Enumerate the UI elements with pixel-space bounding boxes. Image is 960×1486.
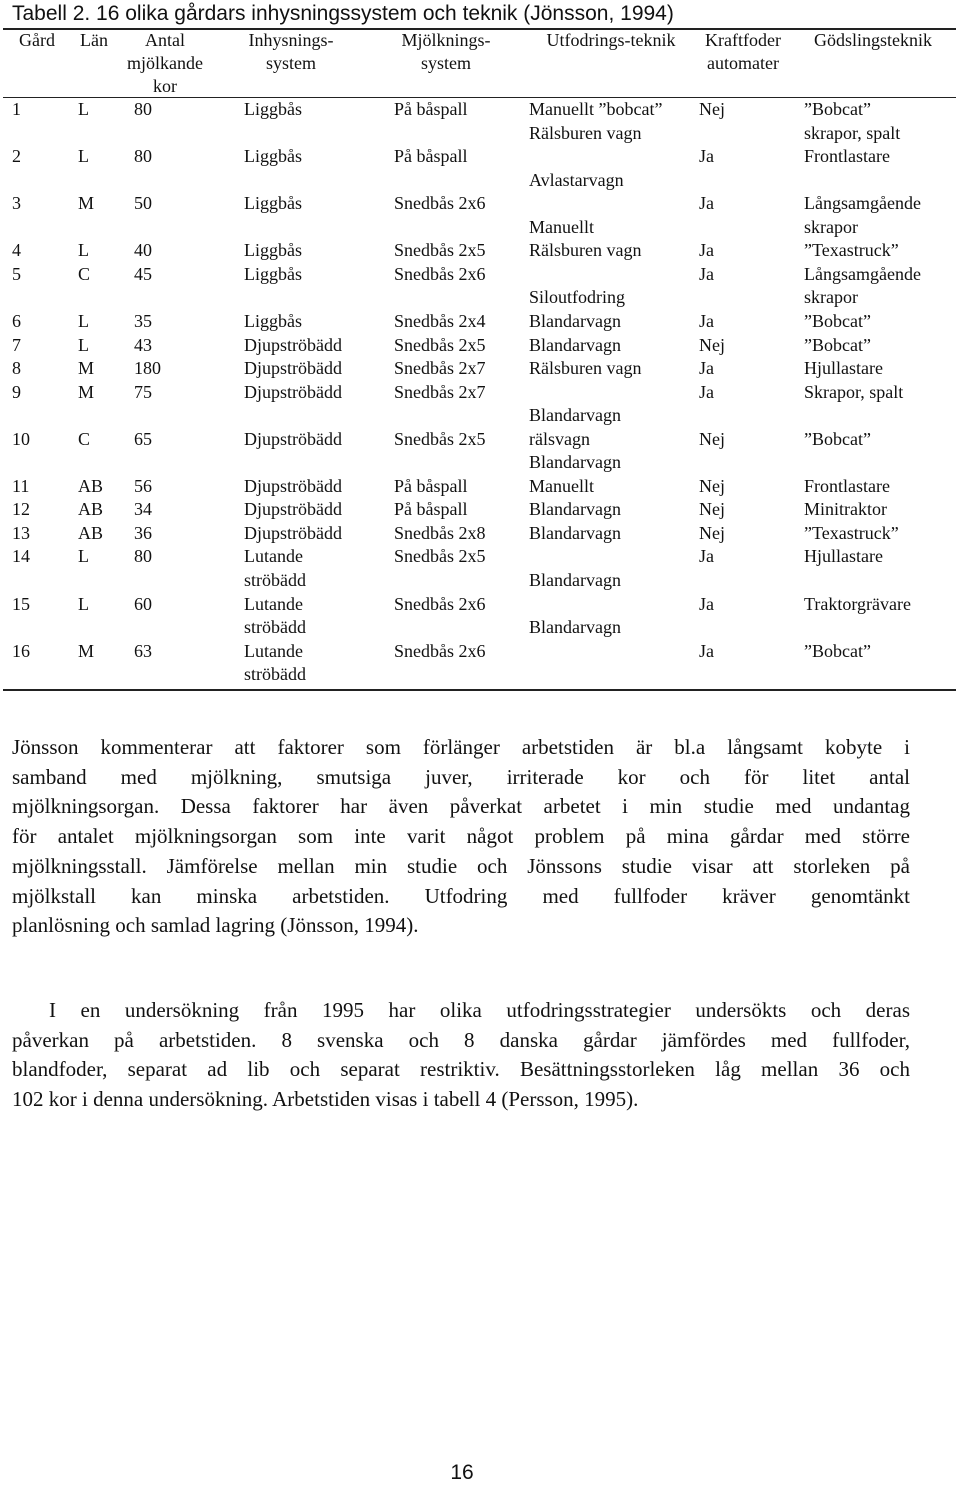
cell-gard: 1	[12, 99, 21, 119]
cell-godsling: ”Bobcat”	[804, 640, 871, 661]
cell-utfodring: Blandarvagn	[529, 617, 621, 638]
header-line: Utfodrings-teknik	[546, 30, 676, 50]
cell-utfodring: Blandarvagn	[529, 522, 621, 543]
cell-godsling: skrapor	[804, 287, 858, 308]
cell-inhysning: Lutande	[244, 640, 303, 661]
cell-lan: L	[78, 546, 89, 567]
cell-mjolkning: Snedbås 2x7	[394, 381, 486, 402]
cell-mjolkning: Snedbås 2x6	[394, 593, 486, 614]
page-number: 16	[450, 1461, 474, 1484]
cell-kraftfoder: Ja	[699, 263, 714, 284]
cell-utfodring: Rälsburen vagn	[529, 240, 642, 261]
cell-godsling: Traktorgrävare	[804, 593, 911, 614]
cell-inhysning: Liggbås	[244, 193, 302, 214]
cell-gard: 9	[12, 381, 21, 402]
cell-gard: 10	[12, 428, 30, 449]
cell-mjolkning: Snedbås 2x6	[394, 263, 486, 284]
paragraph-line: samband med mjölkning, smutsiga juver, irriterade kor och för litet antal	[12, 764, 910, 789]
header-line: kor	[153, 76, 177, 96]
cell-inhysning: Djupströbädd	[244, 522, 342, 543]
cell-kraftfoder: Nej	[699, 428, 725, 449]
header-line: automater	[707, 53, 779, 73]
table-bottom-rule	[3, 689, 956, 691]
cell-antal: 50	[134, 193, 152, 214]
cell-gard: 5	[12, 263, 21, 284]
cell-mjolkning: På båspall	[394, 146, 468, 167]
cell-kraftfoder: Ja	[699, 593, 714, 614]
cell-gard: 15	[12, 593, 30, 614]
cell-antal: 43	[134, 334, 152, 355]
cell-godsling: Minitraktor	[804, 499, 887, 520]
cell-gard: 11	[12, 475, 30, 496]
header-line: mjölkande	[127, 53, 203, 73]
cell-kraftfoder: Ja	[699, 146, 714, 167]
cell-mjolkning: Snedbås 2x8	[394, 522, 486, 543]
cell-inhysning: Djupströbädd	[244, 428, 342, 449]
cell-kraftfoder: Nej	[699, 99, 725, 119]
paragraph-line: 102 kor i denna undersökning. Arbetstiden visas i tabell 4 (Persson, 1995).	[12, 1087, 639, 1112]
cell-kraftfoder: Ja	[699, 546, 714, 567]
cell-gard: 3	[12, 193, 21, 214]
cell-antal: 75	[134, 381, 152, 402]
cell-lan: C	[78, 428, 91, 449]
cell-utfodring: Manuellt	[529, 475, 594, 496]
header-line: Kraftfoder	[705, 30, 781, 50]
paragraph-line: Jönsson kommenterar att faktorer som förlänger arbetstiden är bl.a långsamt kobyte i	[12, 735, 910, 759]
cell-utfodring: Blandarvagn	[529, 499, 621, 520]
cell-lan: M	[78, 640, 95, 661]
cell-kraftfoder: Nej	[699, 475, 725, 496]
cell-gard: 12	[12, 499, 30, 520]
cell-godsling: skrapor	[804, 216, 858, 237]
cell-godsling: ”Bobcat”	[804, 310, 871, 331]
cell-lan: M	[78, 381, 95, 402]
cell-godsling: ”Bobcat”	[804, 428, 871, 449]
cell-godsling: Långsamgående	[804, 263, 921, 284]
cell-gard: 6	[12, 310, 21, 331]
cell-inhysning-cont: ströbädd	[244, 570, 306, 590]
cell-mjolkning: På båspall	[394, 475, 468, 496]
cell-gard: 2	[12, 146, 21, 167]
cell-godsling: Frontlastare	[804, 146, 890, 167]
cell-mjolkning: Snedbås 2x5	[394, 428, 486, 449]
cell-mjolkning: På båspall	[394, 499, 468, 520]
cell-antal: 35	[134, 310, 152, 331]
cell-mjolkning: Snedbås 2x5	[394, 546, 486, 567]
cell-godsling: Långsamgående	[804, 193, 921, 214]
header-line: Gård	[19, 30, 55, 50]
cell-lan: AB	[78, 499, 104, 520]
paragraph-line: I en undersökning från 1995 har olika utfodringsstrategier undersökts och deras	[49, 998, 910, 1022]
header-godsling	[793, 29, 953, 52]
cell-gard: 14	[12, 546, 30, 567]
cell-mjolkning: På båspall	[394, 99, 468, 119]
cell-utfodring: Siloutfodring	[529, 287, 626, 308]
header-line: Antal	[145, 30, 185, 50]
cell-lan: L	[78, 146, 89, 167]
cell-lan: C	[78, 263, 91, 284]
cell-mjolkning: Snedbås 2x4	[394, 310, 486, 331]
cell-lan: M	[78, 193, 95, 214]
cell-kraftfoder: Ja	[699, 193, 714, 214]
cell-lan: L	[78, 99, 89, 119]
cell-lan: M	[78, 358, 95, 379]
cell-mjolkning: Snedbås 2x7	[394, 358, 486, 379]
cell-antal: 80	[134, 99, 152, 119]
header-inhysning	[211, 29, 371, 75]
cell-inhysning: Djupströbädd	[244, 499, 342, 520]
cell-inhysning-cont: ströbädd	[244, 664, 306, 685]
cell-utfodring: Blandarvagn	[529, 405, 621, 426]
cell-mjolkning: Snedbås 2x5	[394, 240, 486, 261]
header-line: Mjölknings-	[401, 30, 491, 50]
cell-gard: 7	[12, 334, 21, 355]
cell-kraftfoder: Nej	[699, 499, 725, 520]
cell-godsling: ”Texastruck”	[804, 240, 899, 261]
cell-mjolkning: Snedbås 2x5	[394, 334, 486, 355]
cell-godsling: Hjullastare	[804, 358, 883, 379]
cell-lan: L	[78, 593, 89, 614]
header-mjolkning	[366, 29, 526, 75]
paragraph-line: blandfoder, separat ad lib och separat restriktiv. Besättningsstorleken låg mellan 36 och	[12, 1057, 910, 1082]
paragraph-line: påverkan på arbetstiden. 8 svenska och 8 danska gårdar jämfördes med fullfoder,	[12, 1027, 910, 1052]
cell-lan: AB	[78, 522, 104, 543]
cell-utfodring: Manuellt ”bobcat”	[529, 99, 663, 119]
cell-utfodring: Blandarvagn	[529, 570, 621, 590]
cell-inhysning: Djupströbädd	[244, 381, 342, 402]
cell-utfodring: Blandarvagn	[529, 334, 621, 355]
cell-mjolkning: Snedbås 2x6	[394, 193, 486, 214]
cell-kraftfoder: Nej	[699, 334, 725, 355]
cell-kraftfoder: Ja	[699, 640, 714, 661]
cell-inhysning: Liggbås	[244, 310, 302, 331]
cell-inhysning: Liggbås	[244, 99, 302, 119]
cell-gard: 8	[12, 358, 21, 379]
cell-gard: 13	[12, 522, 30, 543]
cell-inhysning: Liggbås	[244, 263, 302, 284]
cell-utfodring: Blandarvagn	[529, 452, 621, 473]
cell-inhysning-cont: ströbädd	[244, 617, 306, 638]
cell-antal: 34	[134, 499, 152, 520]
table-caption: Tabell 2. 16 olika gårdars inhysningssystem och teknik (Jönsson, 1994)	[12, 2, 674, 25]
header-line: Gödslingsteknik	[813, 30, 932, 50]
cell-antal: 36	[134, 522, 152, 543]
cell-lan: L	[78, 310, 89, 331]
paragraph-line: för antalet mjölkningsorgan som inte varit något problem på mina gårdar med större	[12, 824, 910, 849]
cell-kraftfoder: Ja	[699, 358, 714, 379]
cell-inhysning: Liggbås	[244, 240, 302, 261]
cell-godsling: Hjullastare	[804, 546, 883, 567]
cell-inhysning: Djupströbädd	[244, 334, 342, 355]
cell-kraftfoder: Ja	[699, 381, 714, 402]
cell-antal: 63	[134, 640, 152, 661]
cell-utfodring: Blandarvagn	[529, 310, 621, 331]
cell-inhysning: Lutande	[244, 546, 303, 567]
paragraph-line: mjölkstall kan minska arbetstiden. Utfodring med fullfoder kräver genomtänkt	[12, 883, 910, 908]
cell-utfodring: Avlastarvagn	[529, 169, 624, 190]
cell-antal: 56	[134, 475, 152, 496]
paragraph-line: mjölkningsstall. Jämförelse mellan min studie och Jönssons studie visar att storleken på	[12, 853, 910, 878]
cell-kraftfoder: Nej	[699, 522, 725, 543]
cell-kraftfoder: Ja	[699, 240, 714, 261]
paragraph-line: planlösning och samlad lagring (Jönsson, 1994).	[12, 913, 419, 938]
cell-godsling: ”Bobcat”	[804, 334, 871, 355]
paragraph-line: mjölkningsorgan. Dessa faktorer har även påverkat arbetet i min studie med undantag	[12, 794, 910, 819]
header-line: Inhysnings-	[248, 30, 334, 50]
paragraph-1	[12, 733, 910, 941]
cell-inhysning: Lutande	[244, 593, 303, 614]
cell-lan: AB	[78, 475, 104, 496]
cell-godsling: Skrapor, spalt	[804, 381, 904, 402]
cell-antal: 180	[134, 358, 161, 379]
cell-antal: 80	[134, 546, 152, 567]
cell-antal: 80	[134, 146, 152, 167]
cell-godsling: ”Texastruck”	[804, 522, 899, 543]
cell-antal: 65	[134, 428, 152, 449]
cell-godsling: ”Bobcat”	[804, 99, 871, 119]
cell-lan: L	[78, 334, 89, 355]
cell-godsling: skrapor, spalt	[804, 122, 901, 143]
cell-utfodring: rälsvagn	[529, 428, 590, 449]
header-line: system	[420, 53, 471, 73]
cell-gard: 16	[12, 640, 30, 661]
paragraph-2	[12, 996, 910, 1115]
cell-inhysning: Liggbås	[244, 146, 302, 167]
header-line: Län	[80, 30, 108, 50]
cell-utfodring: Rälsburen vagn	[529, 358, 642, 379]
cell-inhysning: Djupströbädd	[244, 358, 342, 379]
cell-utfodring: Manuellt	[529, 216, 594, 237]
cell-antal: 40	[134, 240, 152, 261]
cell-inhysning: Djupströbädd	[244, 475, 342, 496]
cell-godsling: Frontlastare	[804, 475, 890, 496]
cell-gard: 4	[12, 240, 21, 261]
cell-mjolkning: Snedbås 2x6	[394, 640, 486, 661]
cell-utfodring: Rälsburen vagn	[529, 122, 642, 143]
header-line: system	[265, 53, 316, 73]
cell-antal: 45	[134, 263, 152, 284]
cell-lan: L	[78, 240, 89, 261]
cell-kraftfoder: Ja	[699, 310, 714, 331]
cell-antal: 60	[134, 593, 152, 614]
